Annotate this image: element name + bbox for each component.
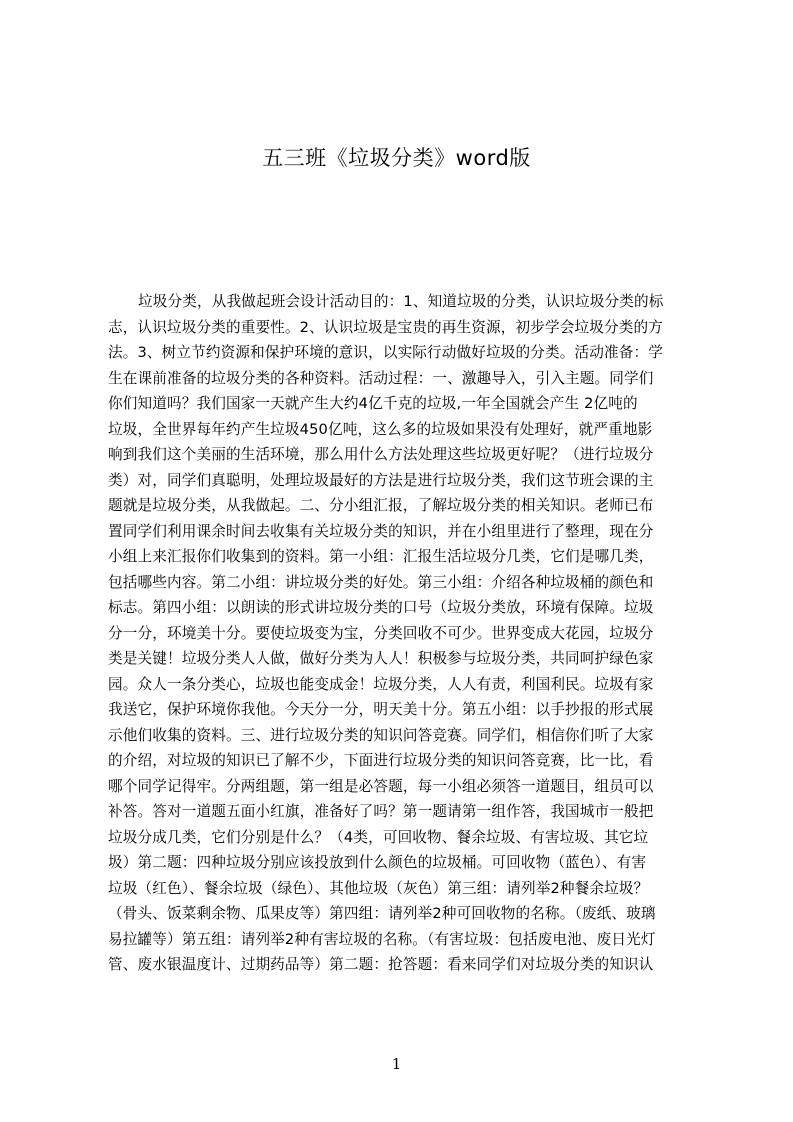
body-line: 标志。第四小组：以朗读的形式讲垃圾分类的口号（垃圾分类放，环境有保障。垃圾 — [108, 599, 654, 616]
body-line: 垃圾分成几类，它们分别是什么？（4类，可回收物、餐余垃圾、有害垃圾、其它垃 — [108, 828, 649, 846]
body-line: 垃圾（红色）、餐余垃圾（绿色）、其他垃圾（灰色）第三组：请列举2种餐余垃圾？ — [108, 879, 649, 897]
body-line: 示他们收集的资料。三、进行垃圾分类的知识问答竞赛。同学们，相信你们听了大家 — [108, 726, 654, 744]
body-line: 生在课前准备的垃圾分类的各种资料。活动过程：一、激趣导入，引入主题。同学们 — [108, 369, 654, 387]
body-line: （骨头、饭菜剩余物、瓜果皮等）第四组：请列举2种可回收物的名称。（废纸、玻璃 — [108, 905, 656, 922]
document-body — [108, 289, 696, 1019]
body-line: 补答。答对一道题五面小红旗，准备好了吗？第一题请第一组作答，我国城市一般把 — [108, 803, 654, 820]
body-line: 管、废水银温度计、过期药品等）第二题：抢答题：看来同学们对垃圾分类的知识认 — [108, 956, 654, 973]
page-number: 1 — [391, 1055, 402, 1073]
document-title: 五三班《垃圾分类》word版 — [262, 146, 531, 170]
body-line: 响到我们这个美丽的生活环境，那么用什么方法处理这些垃圾更好呢？（进行垃圾分 — [108, 446, 654, 463]
body-line: 类）对，同学们真聪明，处理垃圾最好的方法是进行垃圾分类，我们这节班会课的主 — [108, 471, 654, 489]
body-line: 包括哪些内容。第二小组：讲垃圾分类的好处。第三小组：介绍各种垃圾桶的颜色和 — [108, 573, 654, 591]
body-line: 哪个同学记得牢。分两组题，第一组是必答题，每一小组必须答一道题目，组员可以 — [108, 777, 654, 795]
body-line: 园。众人一条分类心，垃圾也能变成金！垃圾分类，人人有责，利国利民。垃圾有家 — [108, 675, 654, 693]
body-line: 我送它，保护环境你我他。今天分一分，明天美十分。第五小组：以手抄报的形式展 — [108, 701, 654, 718]
body-line: 志，认识垃圾分类的重要性。2、认识垃圾是宝贵的再生资源，初步学会垃圾分类的方 — [108, 318, 663, 336]
body-line: 你们知道吗？我们国家一天就产生大约4亿千克的垃圾,一年全国就会产生 2亿吨的 — [108, 395, 638, 412]
body-line: 小组上来汇报你们收集到的资料。第一小组：汇报生活垃圾分几类，它们是哪几类， — [108, 548, 654, 565]
body-line: 的介绍，对垃圾的知识已了解不少，下面进行垃圾分类的知识问答竞赛，比一比，看 — [108, 752, 654, 769]
body-line: 分一分，环境美十分。要使垃圾变为宝，分类回收不可少。世界变成大花园，垃圾分 — [108, 624, 654, 642]
body-line: 圾）第二题：四种垃圾分别应该投放到什么颜色的垃圾桶。可回收物（蓝色）、有害 — [108, 854, 647, 871]
body-line: 类是关键！垃圾分类人人做，做好分类为人人！积极参与垃圾分类，共同呵护绿色家 — [108, 650, 654, 667]
body-line: 易拉罐等）第五组：请列举2种有害垃圾的名称。（有害垃圾：包括废电池、废日光灯 — [108, 930, 656, 948]
body-line: 题就是垃圾分类，从我做起。二、分小组汇报，了解垃圾分类的相关知识。老师已布 — [108, 497, 654, 514]
body-line: 垃圾，全世界每年约产生垃圾450亿吨，这么多的垃圾如果没有处理好，就严重地影 — [108, 420, 653, 438]
body-line: 置同学们利用课余时间去收集有关垃圾分类的知识，并在小组里进行了整理，现在分 — [108, 522, 654, 540]
body-line: 法。3、树立节约资源和保护环境的意识，以实际行动做好垃圾的分类。活动准备：学 — [108, 344, 663, 361]
body-line: 垃圾分类，从我做起班会设计活动目的：1、知道垃圾的分类，认识垃圾分类的标 — [138, 293, 664, 310]
